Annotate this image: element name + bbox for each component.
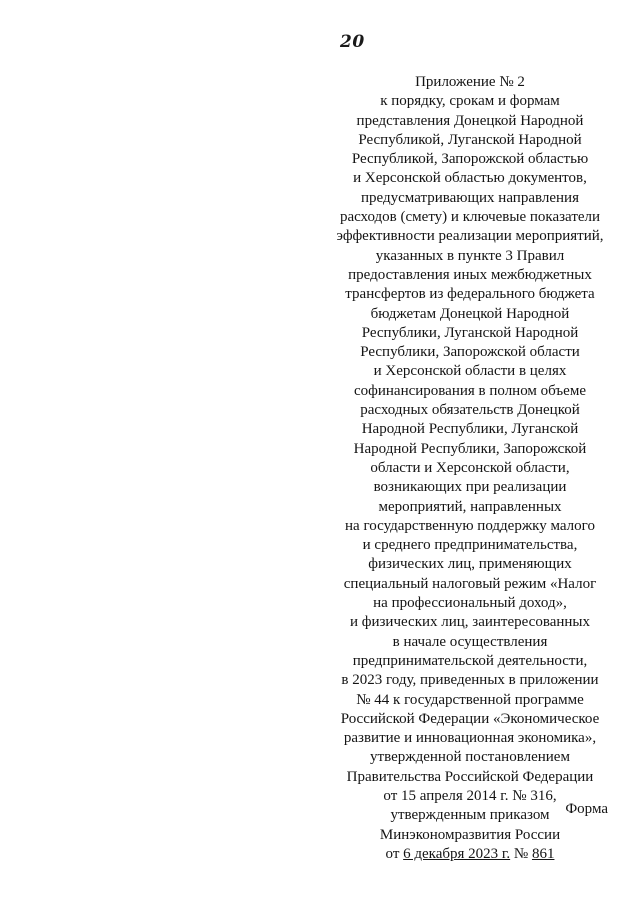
- appendix-line: и Херсонской областью документов,: [353, 170, 587, 187]
- appendix-line: Российской Федерации «Экономическое: [340, 710, 600, 727]
- page-number: 20: [340, 32, 365, 52]
- appendix-line: бюджетам Донецкой Народной: [370, 305, 570, 322]
- appendix-line: и среднего предпринимательства,: [362, 537, 578, 554]
- appendix-line: утвержденной постановлением: [370, 749, 570, 766]
- appendix-line: № 44 к государственной программе: [356, 691, 584, 708]
- appendix-title: Приложение № 2: [415, 74, 525, 90]
- appendix-line: Республики, Луганской Народной: [361, 324, 579, 341]
- appendix-line: Минэкономразвития России: [379, 826, 561, 843]
- appendix-line: эффективности реализации мероприятий,: [336, 228, 604, 245]
- appendix-line: на государственную поддержку малого: [345, 517, 595, 534]
- order-date-line: [320, 845, 620, 864]
- appendix-line: Народной Республики, Запорожской: [353, 440, 587, 457]
- appendix-line: в начале осуществления: [392, 633, 548, 650]
- appendix-line: Республикой, Луганской Народной: [358, 131, 582, 148]
- order-number: 861: [531, 845, 555, 862]
- order-number-sign: №: [510, 845, 532, 862]
- appendix-line: от 15 апреля 2014 г. № 316,: [383, 787, 557, 804]
- appendix-line: Республикой, Запорожской областью: [351, 151, 589, 168]
- appendix-line: развитие и инновационная экономика»,: [343, 730, 597, 747]
- appendix-line: и Херсонской области в целях: [373, 363, 567, 380]
- appendix-line: представления Донецкой Народной: [356, 112, 584, 129]
- order-date-prefix: от: [385, 845, 404, 862]
- appendix-line: расходных обязательств Донецкой: [360, 402, 580, 419]
- appendix-line: предоставления иных межбюджетных: [348, 266, 592, 283]
- appendix-line: указанных в пункте 3 Правил: [375, 247, 565, 264]
- appendix-line: и физических лиц, заинтересованных: [349, 614, 591, 631]
- appendix-line: возникающих при реализации: [373, 479, 567, 496]
- appendix-line: Правительства Российской Федерации: [346, 768, 594, 785]
- appendix-line: Республики, Запорожской области: [360, 344, 580, 361]
- appendix-line: расходов (смету) и ключевые показатели: [339, 209, 601, 226]
- appendix-header-block: [320, 73, 620, 864]
- form-label: Форма: [565, 801, 608, 817]
- appendix-line: к порядку, срокам и формам: [380, 93, 560, 110]
- appendix-line: на профессиональный доход»,: [373, 595, 567, 612]
- appendix-line: области и Херсонской области,: [370, 459, 570, 476]
- appendix-line: мероприятий, направленных: [378, 498, 562, 515]
- order-date: 6 декабря 2023 г.: [403, 845, 511, 862]
- appendix-line: софинансирования в полном объеме: [353, 382, 586, 399]
- appendix-line: Народной Республики, Луганской: [361, 421, 579, 438]
- appendix-line: предусматривающих направления: [361, 189, 579, 206]
- appendix-line: специальный налоговый режим «Налог: [343, 575, 597, 592]
- appendix-line: трансфертов из федерального бюджета: [345, 286, 595, 303]
- appendix-line: утвержденным приказом: [390, 807, 550, 824]
- appendix-line: в 2023 году, приведенных в приложении: [341, 672, 599, 689]
- appendix-line: физических лиц, применяющих: [368, 556, 572, 573]
- appendix-line: предпринимательской деятельности,: [352, 652, 588, 669]
